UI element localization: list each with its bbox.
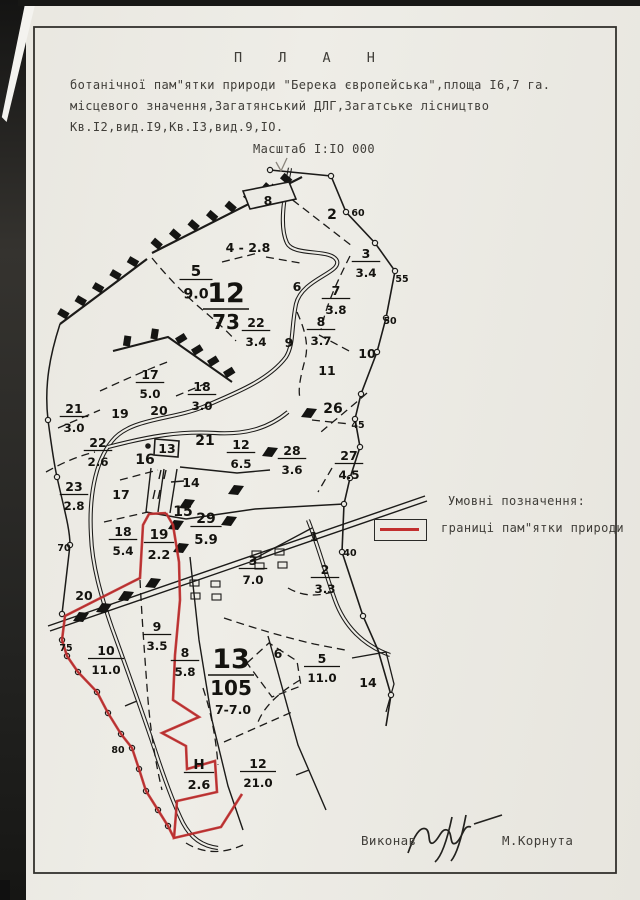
pen-check-mark [276,158,287,171]
fraction-label: 18 [193,379,211,394]
fraction-label: 29 [196,511,216,527]
section-label: 19 [111,406,129,421]
page-title: П Л А Н [234,50,389,66]
building-icon [191,593,200,599]
boundary-post-icon [267,167,272,172]
forest-border-hatch-icon [76,298,85,303]
signature-scrawl [408,827,471,853]
post-number: 70 [57,543,71,554]
quarter-label: 12 [207,278,245,309]
map-scale: Масштаб I:IO 000 [253,142,375,156]
fraction-label: 22 [89,435,107,450]
section-label: 16 [135,452,155,468]
forest-border-hatch-icon [153,240,161,247]
fraction-label: 3.0 [63,420,85,435]
post-number: 75 [59,643,73,654]
boundary-post-icon [388,692,393,697]
boundary-post-icon [372,240,377,245]
forest-border-hatch-icon [111,272,120,277]
fraction-label: 3 [248,553,258,568]
post-number: 40 [343,548,357,559]
section-label: 9 [284,335,294,350]
fraction-label: 12 [249,756,267,771]
forest-border-hatch-icon [209,358,218,363]
fraction-label: 9 [152,619,162,634]
plantation-hatch-icon [301,408,317,418]
fraction-label: 6.5 [230,456,252,471]
fraction-label: 7.0 [242,572,264,587]
legend-boundary-sample [374,519,427,541]
fraction-label: 22 [247,315,265,330]
fraction-label: 10 [97,643,115,658]
fraction-label: 2 [320,562,330,577]
building-icon [212,594,221,600]
plantation-hatch-icon [221,516,237,526]
fraction-label: 5 [190,262,202,280]
signature-scrawl [474,815,502,824]
legend-red-line [380,528,419,531]
boundary-post-icon [392,268,397,273]
forest-border-hatch-icon [225,370,234,375]
fraction-label: Н [193,757,205,773]
forest-border-hatch-icon [193,347,202,352]
quarter-label: 73 [212,310,240,334]
section-label: 6 [292,279,302,294]
section-label: 15 [173,504,193,520]
fraction-label: 17 [141,367,159,382]
fraction-label: 3.7 [310,333,332,348]
forest-border-hatch-icon [227,203,235,210]
boundary-post-icon [343,209,348,214]
header-line-1: ботанічної пам"ятки природи "Берека європейська",площа I6,7 га. [70,78,551,92]
fraction-label: 3.0 [191,398,213,413]
post-number: 45 [351,420,365,431]
fraction-label: 11.0 [307,670,337,685]
forest-border-hatch-icon [59,311,68,316]
fraction-label: 27 [340,448,358,463]
fraction-label: 23 [65,479,83,494]
section-label: 14 [182,475,200,490]
section-label: 20 [75,588,93,603]
boundary-post-icon [360,613,365,618]
post-number: 55 [395,274,409,285]
fraction-label: 12 [232,437,250,452]
section-label: 21 [195,433,215,449]
section-label: 26 [323,401,343,417]
section-label: 17 [112,487,130,502]
forest-border-hatch-icon [126,336,128,346]
forest-border-hatch-icon [154,329,156,339]
fraction-label: 4.5 [338,467,360,482]
section-label: 8 [263,193,273,208]
fraction-label: 3.3 [314,581,336,596]
post-number: 80 [111,745,125,756]
boundary-post-icon [45,417,50,422]
boundary-post-icon [54,474,59,479]
plantation-hatch-icon [118,591,134,601]
section-label: 14 [359,675,377,690]
section-label: 20 [150,403,168,418]
fraction-label: 18 [114,524,132,539]
fraction-label: 3.4 [245,334,267,349]
fraction-label: 8 [316,314,326,329]
signature-scrawl [451,815,466,861]
fraction-label: 19 [149,527,169,543]
forest-border-hatch-icon [129,259,138,264]
section-label: 6 [273,646,283,661]
plantation-hatch-icon [262,447,278,457]
fraction-label: 2.8 [63,498,85,513]
fraction-label: 5.0 [139,386,161,401]
plantation-hatch-icon [145,578,161,588]
fraction-label: 5.8 [174,664,196,679]
forest-border-hatch-icon [190,222,198,229]
building-icon [278,562,287,568]
header-line-2: місцевого значення,Загатянський ДЛГ,Загатське лісництво [70,99,490,113]
fraction-label: 5 [317,651,327,666]
fraction-label: 28 [283,443,301,458]
legend-boundary-label: границі пам"ятки природи [441,521,624,535]
header-line-3: Кв.I2,вид.I9,Кв.I3,вид.9,IO. [70,120,284,134]
fraction-label: 11.0 [91,662,121,677]
section-label: 4 - 2.8 [225,240,271,255]
section-label: 13 [158,441,176,456]
fraction-label: 2.6 [187,778,211,794]
fraction-label: 3.5 [146,638,168,653]
quarter-label: 13 [212,644,250,675]
forest-border-hatch-icon [208,213,216,220]
building-icon [211,581,220,587]
fraction-label: 5.4 [112,543,134,558]
boundary-post-icon [358,391,363,396]
boundary-post-icon [357,444,362,449]
quarter-label: 105 [210,676,252,700]
fraction-label: 8 [180,645,190,660]
section-label: 1 [309,529,319,544]
author-name: М.Корнута [502,833,574,848]
section-label: 10 [358,346,376,361]
fraction-label: 2.6 [87,454,109,469]
forest-border-hatch-icon [94,285,103,290]
forest-border-hatch-icon [177,336,186,341]
plantation-hatch-icon [228,485,244,495]
section-label: 2 [327,207,337,223]
boundary-post-icon [328,173,333,178]
post-number: 60 [351,208,365,219]
fraction-label: 21.0 [243,775,273,790]
fraction-label: 3 [361,246,371,261]
fraction-label: 21 [65,401,83,416]
legend-title: Умовні позначення: [448,494,586,508]
post-number: 50 [383,316,397,327]
forest-border-hatch-icon [171,231,179,238]
quarter-sublabel: 7-7.0 [214,702,252,717]
fraction-label: 9.0 [183,286,209,303]
boundary-post-icon [341,501,346,506]
fraction-label: 3.8 [325,302,347,317]
fraction-label: 7 [331,283,341,298]
fraction-label: 3.6 [281,462,303,477]
fraction-label: 2.2 [147,548,171,564]
made-by-label: Виконав [361,833,417,848]
section-label: 11 [318,363,336,378]
fraction-label: 3.4 [355,265,377,280]
fraction-label: 5.9 [194,532,218,548]
